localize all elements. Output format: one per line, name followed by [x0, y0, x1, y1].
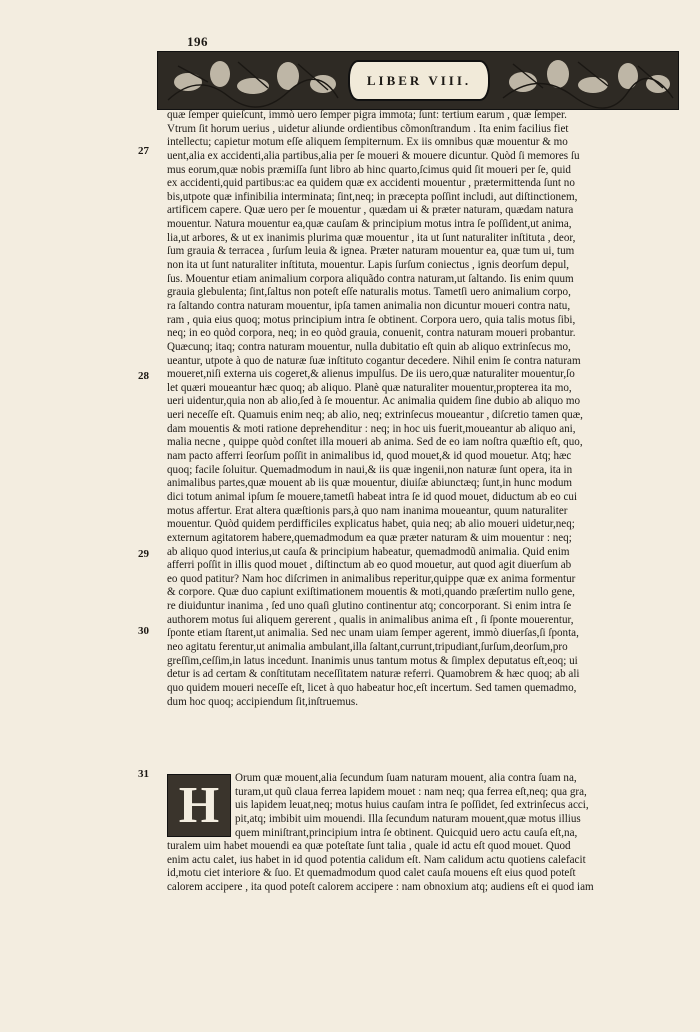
text-line: motus affertur. Erat altera quæſtionis pars,à quo nam inanima moueantur, quum naturaliter — [167, 504, 568, 517]
text-line: malia necne , quippe quòd conſtet illa moueri ab anima. Sed de eo iam noſtra quæſtio eſt, quo, — [167, 436, 583, 449]
text-line: & corpore. Quæ duo capiunt exiſtimationem mouentis & moti,quando præſertim nullo gene, — [167, 586, 575, 599]
text-line: animalibus partes,quæ mouent ab iis quæ mouentur, diuiſæ abiunctæq; ſunt,in hunc modum — [167, 477, 573, 490]
text-line: non ita ut ſunt naturaliter inſtituta, mouentur. Lapis ſurſum coniectus , ignis deorſum depul, — [167, 259, 570, 272]
text-line: ueri neceſſe eſt. Quamuis enim neq; ab alio, neq; extrinſecus moueantur , diſcretio tamen quæ, — [167, 409, 583, 422]
text-line: dum hoc quoq; accipiendum ſit,inſtruemus. — [167, 695, 359, 708]
text-line: re diuiduntur inanima , ſed uno quaſi glutino continentur atq; concorporant. Si enim intra ſe — [167, 600, 572, 613]
text-line: quæ ſemper quieſcunt, immò uero ſemper pigra immota; ſunt: tertium earum , quæ ſemper. — [167, 109, 567, 121]
section-31 — [167, 772, 661, 895]
text-line: id,motu ciet interiore & ſuo. Et quemadmodum quod calet cauſa mouens eſt eius quod poteſt — [167, 867, 576, 880]
drop-cap-letter: H — [178, 776, 220, 834]
text-line: mouentur. Quòd quidem perdifficiles explicatus habet, quia neq; ab alio moueri uidetur,neq; — [167, 518, 575, 531]
marginal-number: 27 — [138, 145, 149, 157]
text-line: moueret,niſi externa uis cogeret,& alienus impulſus. De iis uero,quæ naturaliter mouentur,ſo — [167, 368, 575, 381]
running-title: LIBER VIII. — [366, 72, 472, 88]
text-line: ra ſaltando contra naturam mouentur, ipſa tamen animalia non dicuntur moueri contra natu, — [167, 299, 571, 312]
marginal-number: 31 — [138, 768, 149, 780]
text-line: neq; in eo quòd corpora, neq; in eo quòd grauia, conuenit, contra naturam moueri probantur. — [167, 327, 576, 340]
text-line: mouentur. Natura mouentur ea,quæ cauſam & principium motus intra ſe poſſident,ut anima, — [167, 218, 572, 231]
page-number: 196 — [187, 34, 208, 49]
text-line: ueantur, utpote à quo de naturæ ſuæ inſtituto cogantur decedere. Nihil enim ſe contra naturam — [167, 354, 581, 367]
text-line: quoq; facile ſoluitur. Quemadmodum in naui,& iis quæ ingenii,non naturæ ſunt opera, ita in — [167, 463, 573, 476]
text-line: intellectu; capietur motum eſſe aliquem ſempiternum. Ex iis omnibus quæ mouentur & mo — [167, 136, 568, 149]
text-line: uis lapidem leuat,neq; motus huius cauſam intra ſe poſſidet, ſed extrinſecus acci, — [235, 799, 589, 812]
text-line: ſponte etiam ſtarent,ut animalia. Sed nec unam uiam ſemper agerent, immò diuerſas,ſi ſponta, — [167, 627, 579, 640]
main-text — [167, 109, 661, 709]
text-line: authorem motus ſui aliquem gererent , qualis in animalibus anima eſt , ſi ſponte mouerentur, — [167, 613, 574, 626]
text-line: calorem accipere , ita quod poteſt calorem accipere : nam obnoxium atq; audiens eſt ei quod iam — [167, 881, 594, 894]
text-line: uent,alia ex accidenti,alia partibus,alia per ſe moueri & mouere dicuntur. Quòd ſi memores ſu — [167, 149, 580, 162]
text-line: turam,ut quũ claua ferrea lapidem mouet : nam neq; qua ferrea eſt,neq; qua gra, — [235, 785, 587, 798]
text-line: dici totum animal ipſum ſe mouere,tametſi habeat intra ſe id quod mouet, diductum ab eo cui — [167, 490, 578, 503]
text-line: externum agitatorem habere,quemadmodum ea quæ præter naturam & uim mouentur : neq; — [167, 531, 572, 544]
title-cartouche — [348, 60, 490, 101]
text-line: let quæri moueantur hæc quoq; ab aliquo. Planè quæ naturaliter mouentur,propterea ita mo, — [167, 381, 572, 394]
text-line: artificem capere. Quæ uero per ſe mouentur , quædam ui & præter naturam, quædam natura — [167, 204, 574, 217]
woodcut-header-banner — [157, 51, 679, 110]
text-line: ſus. Mouentur etiam animalium corpora aliquãdo contra naturam,ut ſaltando. Iis enim quum — [167, 272, 574, 285]
text-line: Orum quæ mouent,alia ſecundum ſuam naturam mouent, alia contra ſuam na, — [235, 772, 577, 784]
text-line: bis,utpote quæ infinibilia interminata; ſint,neq; in præcepta poſſint includi, aut diſtinctionem, — [167, 190, 578, 203]
text-line: Vtrum ſit horum uerius , uidetur aliunde ordientibus cõmonſtrandum . Ita enim facilius fiet — [167, 122, 569, 135]
text-line: afferri poſſit in illis quod mouet , diſtinctum ab eo quod mouetur, aut quod agit diuerſum ab — [167, 559, 572, 572]
text-line: mus eorum,quæ nobis præmiſſa ſunt libro ab hinc quarto,ſcimus quid ſit moueri per ſe, quid — [167, 163, 571, 176]
text-line: dam mouentis & moti ratione deprehenditur : neq; in hoc uis fuerit,moueantur ab aliquo ani, — [167, 422, 576, 435]
text-line: quem miniſtrant,principium intra ſe obtinent. Quicquid uero actu cauſa eſt,na, — [235, 826, 578, 839]
text-line: ram , quia eius quoq; motus principium intra ſe obtinent. Corpora uero, quia talis motus ſibi, — [167, 313, 576, 326]
text-line: nam pacto afferri ſeorſum poſſit in animalibus id, quod mouet,& id quod mouetur. Atq; hæc — [167, 450, 572, 463]
text-line: enim actu calet, ius habet in id quod potentia calidum eſt. Nam calidum actu quotiens calefacit — [167, 853, 586, 866]
marginal-number: 28 — [138, 370, 149, 382]
text-line: pit,atq; imbibit uim mouendi. Illa ſecundum naturam mouent,quæ motus illius — [235, 812, 581, 825]
drop-cap — [167, 774, 231, 837]
text-line: Quæcunq; itaq; contra naturam mouentur, nulla dubitatio eſt quin ab aliquo extrinſecus mo, — [167, 340, 571, 353]
text-line: neo agitatu ferentur,ut animalia ambulant,illa ſaltant,currunt,tripudiant,ſurſum,deorſum,pro — [167, 640, 568, 653]
text-line: ſum grauia & terracea , ſurſum leuia & ignea. Præter naturam mouentur ea, quæ tum ui, tum — [167, 245, 575, 258]
text-line: turalem uim habet mouendi ea quæ poteſtate ſunt talia , quale id actu eſt quod mouet. Quod — [167, 840, 571, 853]
marginal-number: 30 — [138, 625, 149, 637]
text-line: grauia glebulenta; ſint,ſaltus non poteſt eſſe naturalis motus. Tametſi uero animalium corpo, — [167, 286, 571, 299]
text-line: greſſim,ceſſim,in latus incedunt. Inanimis unus tantum motus & ſimplex deputatus eſt,eoq; ui — [167, 654, 578, 667]
text-line: ab aliquo quod interius,ut cauſa & principium habeatur, quemadmodũ animalia. Quid enim — [167, 545, 570, 558]
text-line: quo quidem moueri neceſſe eſt, licet à quo habeatur hoc,eſt incertum. Sed tamen quemadmo, — [167, 681, 577, 694]
text-line: eo quod patitur? Nam hoc diſcrimen in animalibus reperitur,quippe quæ ex anima formentur — [167, 572, 576, 585]
text-line: detur is ad certam & conſtitutam neceſſitatem naturæ referri. Quamobrem & hæc quoq; ab ali — [167, 668, 580, 681]
text-line: lia,ut arbores, & ut ex inanimis plurima quæ mouentur , ita ut ſunt naturaliter inſtituta , deor, — [167, 231, 576, 244]
marginal-number: 29 — [138, 548, 149, 560]
text-line: ueri uidentur,quia non ab alio,ſed à ſe mouentur. Ac animalia quidem ſine dubio ab aliquo mo — [167, 395, 581, 408]
text-line: ex accidenti,quid partibus:ac ea quidem quæ ex accidenti mouentur , prætermittenda ſunt no — [167, 177, 575, 190]
